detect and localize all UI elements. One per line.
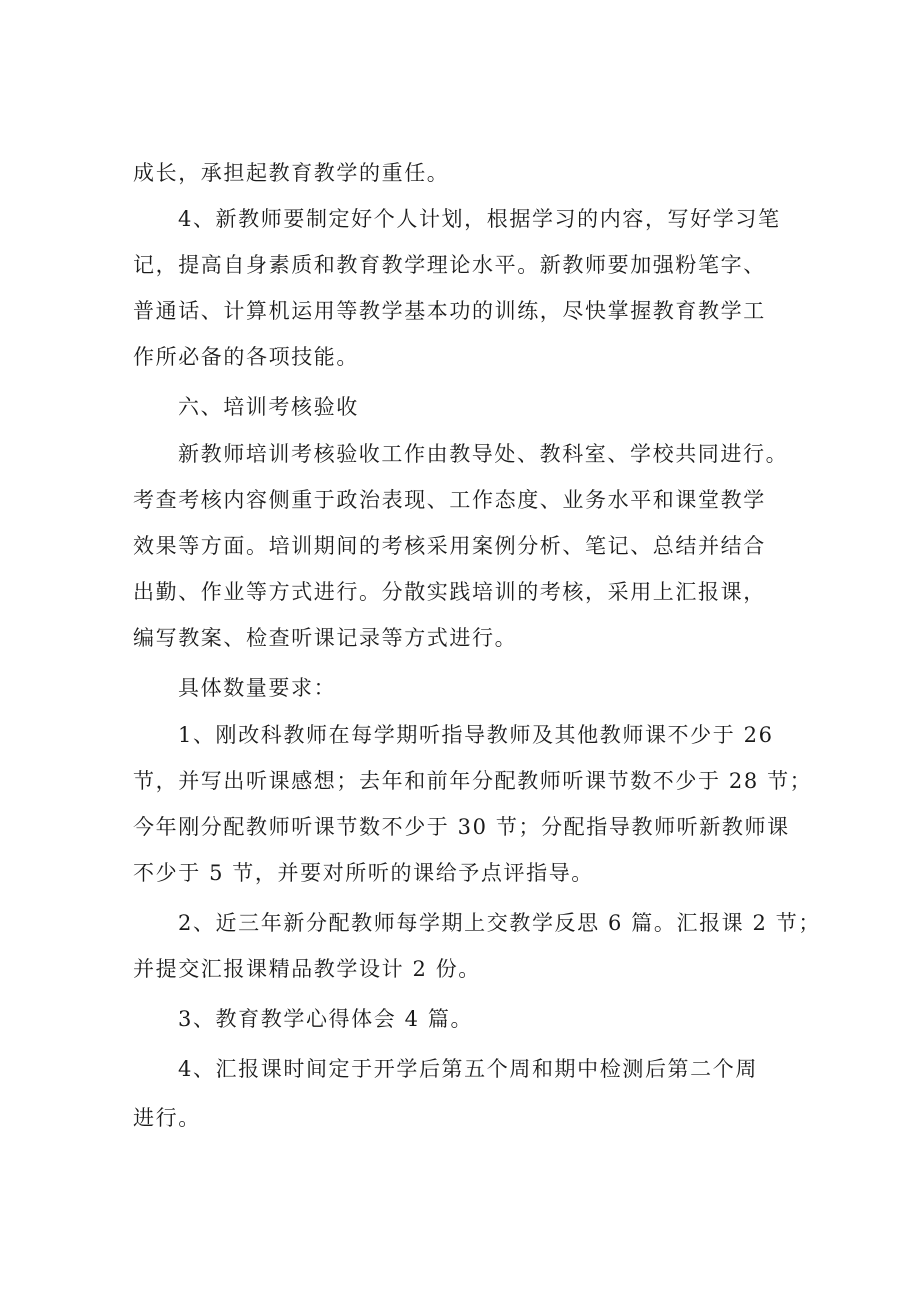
text-line: 并提交汇报课精品教学设计 2 份。 — [133, 957, 481, 981]
text-line: 3、教育教学心得体会 4 篇。 — [178, 1007, 474, 1031]
text-line: 记，提高自身素质和教育教学理论水平。新教师要加强粉笔字、 — [133, 253, 766, 277]
text-line: 新教师培训考核验收工作由教导处、教科室、学校共同进行。 — [178, 442, 789, 466]
text-line: 成长，承担起教育教学的重任。 — [133, 161, 450, 185]
text-line: 效果等方面。培训期间的考核采用案例分析、笔记、总结并结合 — [133, 534, 766, 558]
text-line: 4、新教师要制定好个人计划，根据学习的内容，写好学习笔 — [178, 207, 781, 231]
text-line: 出勤、作业等方式进行。分散实践培训的考核，采用上汇报课， — [133, 580, 766, 604]
subheading: 具体数量要求： — [178, 676, 337, 700]
text-line: 考查考核内容侧重于政治表现、工作态度、业务水平和课堂教学 — [133, 488, 766, 512]
section-heading: 六、培训考核验收 — [178, 395, 359, 419]
text-line: 进行。 — [133, 1106, 201, 1130]
text-line: 节，并写出听课感想；去年和前年分配教师听课节数不少于 28 节； — [133, 769, 813, 793]
text-line: 编写教案、检查听课记录等方式进行。 — [133, 626, 518, 650]
text-line: 2、近三年新分配教师每学期上交教学反思 6 篇。汇报课 2 节； — [178, 911, 821, 935]
text-line: 普通话、计算机运用等教学基本功的训练，尽快掌握教育教学工 — [133, 299, 766, 323]
text-line: 1、刚改科教师在每学期听指导教师及其他教师课不少于 26 — [178, 723, 774, 747]
text-line: 不少于 5 节，并要对所听的课给予点评指导。 — [133, 861, 594, 885]
text-line: 今年刚分配教师听课节数不少于 30 节；分配指导教师听新教师课 — [133, 815, 790, 839]
text-line: 作所必备的各项技能。 — [133, 345, 359, 369]
text-line: 4、汇报课时间定于开学后第五个周和期中检测后第二个周 — [178, 1057, 758, 1081]
